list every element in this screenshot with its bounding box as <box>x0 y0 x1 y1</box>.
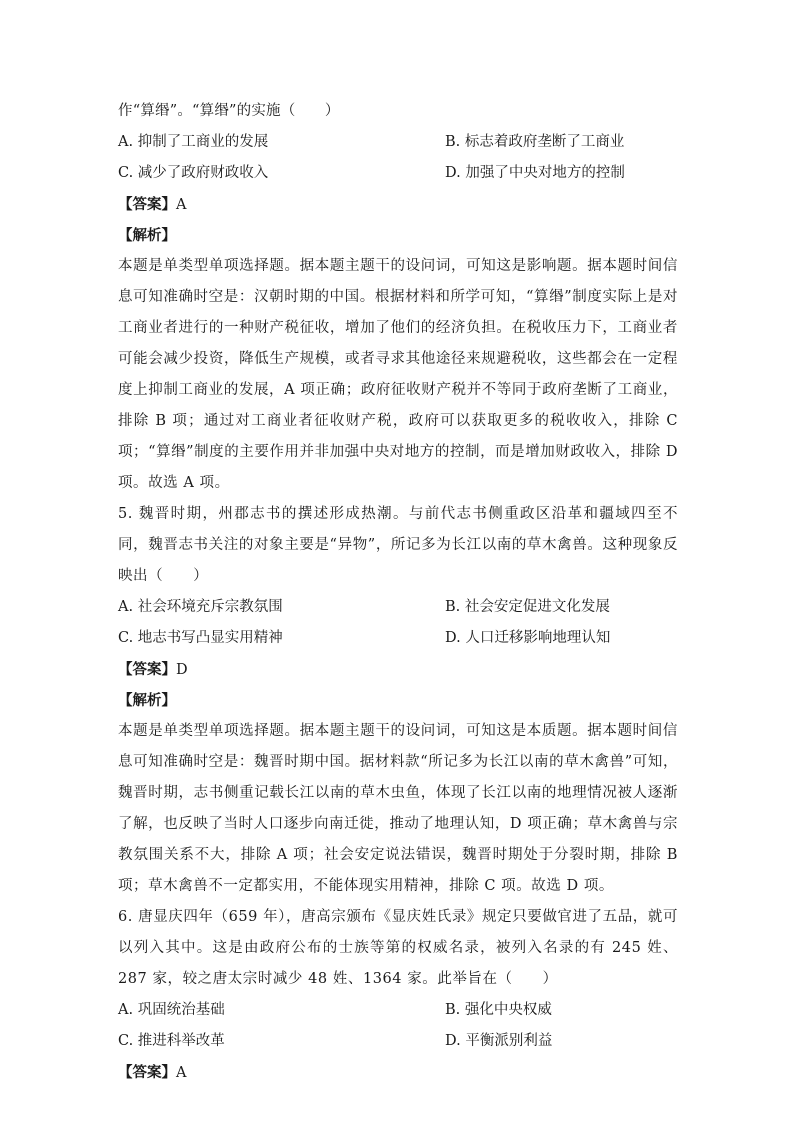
q4-option-a: A. 抑制了工商业的发展 <box>118 134 269 150</box>
q4-answer-tag: 【答案】 <box>118 196 176 213</box>
document-page <box>118 96 678 1088</box>
q4-stem: 作“算缗”。“算缗”的实施（ ） <box>118 103 340 119</box>
q5-option-c: C. 地志书写凸显实用精神 <box>118 630 283 646</box>
q5-stem: 5. 魏晋时期，州郡志书的撰述形成热潮。与前代志书侧重政区沿革和疆域四至不同，魏晋志书关注的对象主要是“异物”，所记多为长江以南的草木禽兽。这种现象反映出（ ） <box>118 506 678 584</box>
q6-option-a: A. 巩固统治基础 <box>118 1002 225 1018</box>
q5-answer <box>118 654 678 685</box>
q6-option-d: D. 平衡派别利益 <box>445 1033 553 1049</box>
q5-analysis-tag: 【解析】 <box>118 692 176 709</box>
q4-answer <box>118 189 678 220</box>
q6-options-row-1 <box>118 995 678 1026</box>
q5-answer-tag: 【答案】 <box>118 661 176 678</box>
q6-option-b: B. 强化中央权威 <box>445 1002 552 1018</box>
q5-options-row-2 <box>118 623 678 654</box>
q5-options-row-1 <box>118 592 678 623</box>
q4-options-row-1 <box>118 127 678 158</box>
q6-answer <box>118 1057 678 1088</box>
q5-option-d: D. 人口迁移影响地理认知 <box>445 630 611 646</box>
q4-options-row-2 <box>118 158 678 189</box>
q4-analysis-tag: 【解析】 <box>118 227 176 244</box>
q6-options-row-2 <box>118 1026 678 1057</box>
q4-option-b: B. 标志着政府垄断了工商业 <box>445 134 625 150</box>
q6-answer-value: A <box>176 1065 187 1081</box>
q5-option-a: A. 社会环境充斥宗教氛围 <box>118 599 283 615</box>
q4-option-d: D. 加强了中央对地方的控制 <box>445 165 625 181</box>
q4-option-c: C. 减少了政府财政收入 <box>118 165 269 181</box>
q6-answer-tag: 【答案】 <box>118 1064 176 1081</box>
q5-analysis: 本题是单类型单项选择题。据本题主题干的设问词，可知这是本质题。据本题时间信息可知准确时空是：魏晋时期中国。据材料款“所记多为长江以南的草木禽兽”可知，魏晋时期，志书侧重记载长江以南的草木虫鱼，体现了长江以南的地理情况被人逐渐了解，也反映了当时人口逐步向南迁徙，推动了地理认知，D 项正确；草木禽兽与宗教氛围关系不大，排除 A 项；社会安定说法错误，魏晋时期处于分裂时期，排除 B 项；草木禽兽不一定都实用，不能体现实用精神，排除 C 项。故选 D 项。 <box>118 723 678 894</box>
q6-stem: 6. 唐显庆四年（659 年），唐高宗颁布《显庆姓氏录》规定只要做官进了五品，就可以列入其中。这是由政府公布的士族等第的权威名录，被列入名录的有 245 姓、287 家，较之唐太宗时减少 48 姓、1364 家。此举旨在（ ） <box>118 909 678 987</box>
q5-option-b: B. 社会安定促进文化发展 <box>445 599 610 615</box>
q4-analysis: 本题是单类型单项选择题。据本题主题干的设问词，可知这是影响题。据本题时间信息可知准确时空是：汉朝时期的中国。根据材料和所学可知，“算缗”制度实际上是对工商业者进行的一种财产税征收，增加了他们的经济负担。在税收压力下，工商业者可能会减少投资，降低生产规模，或者寻求其他途径来规避税收，这些都会在一定程度上抑制工商业的发展，A 项正确；政府征收财产税并不等同于政府垄断了工商业，排除 B 项；通过对工商业者征收财产税，政府可以获取更多的税收收入，排除 C 项；“算缗”制度的主要作用并非加强中央对地方的控制，而是增加财政收入，排除 D 项。故选 A 项。 <box>118 258 679 491</box>
q5-answer-value: D <box>176 662 188 678</box>
q6-option-c: C. 推进科举改革 <box>118 1033 225 1049</box>
q4-answer-value: A <box>176 197 187 213</box>
